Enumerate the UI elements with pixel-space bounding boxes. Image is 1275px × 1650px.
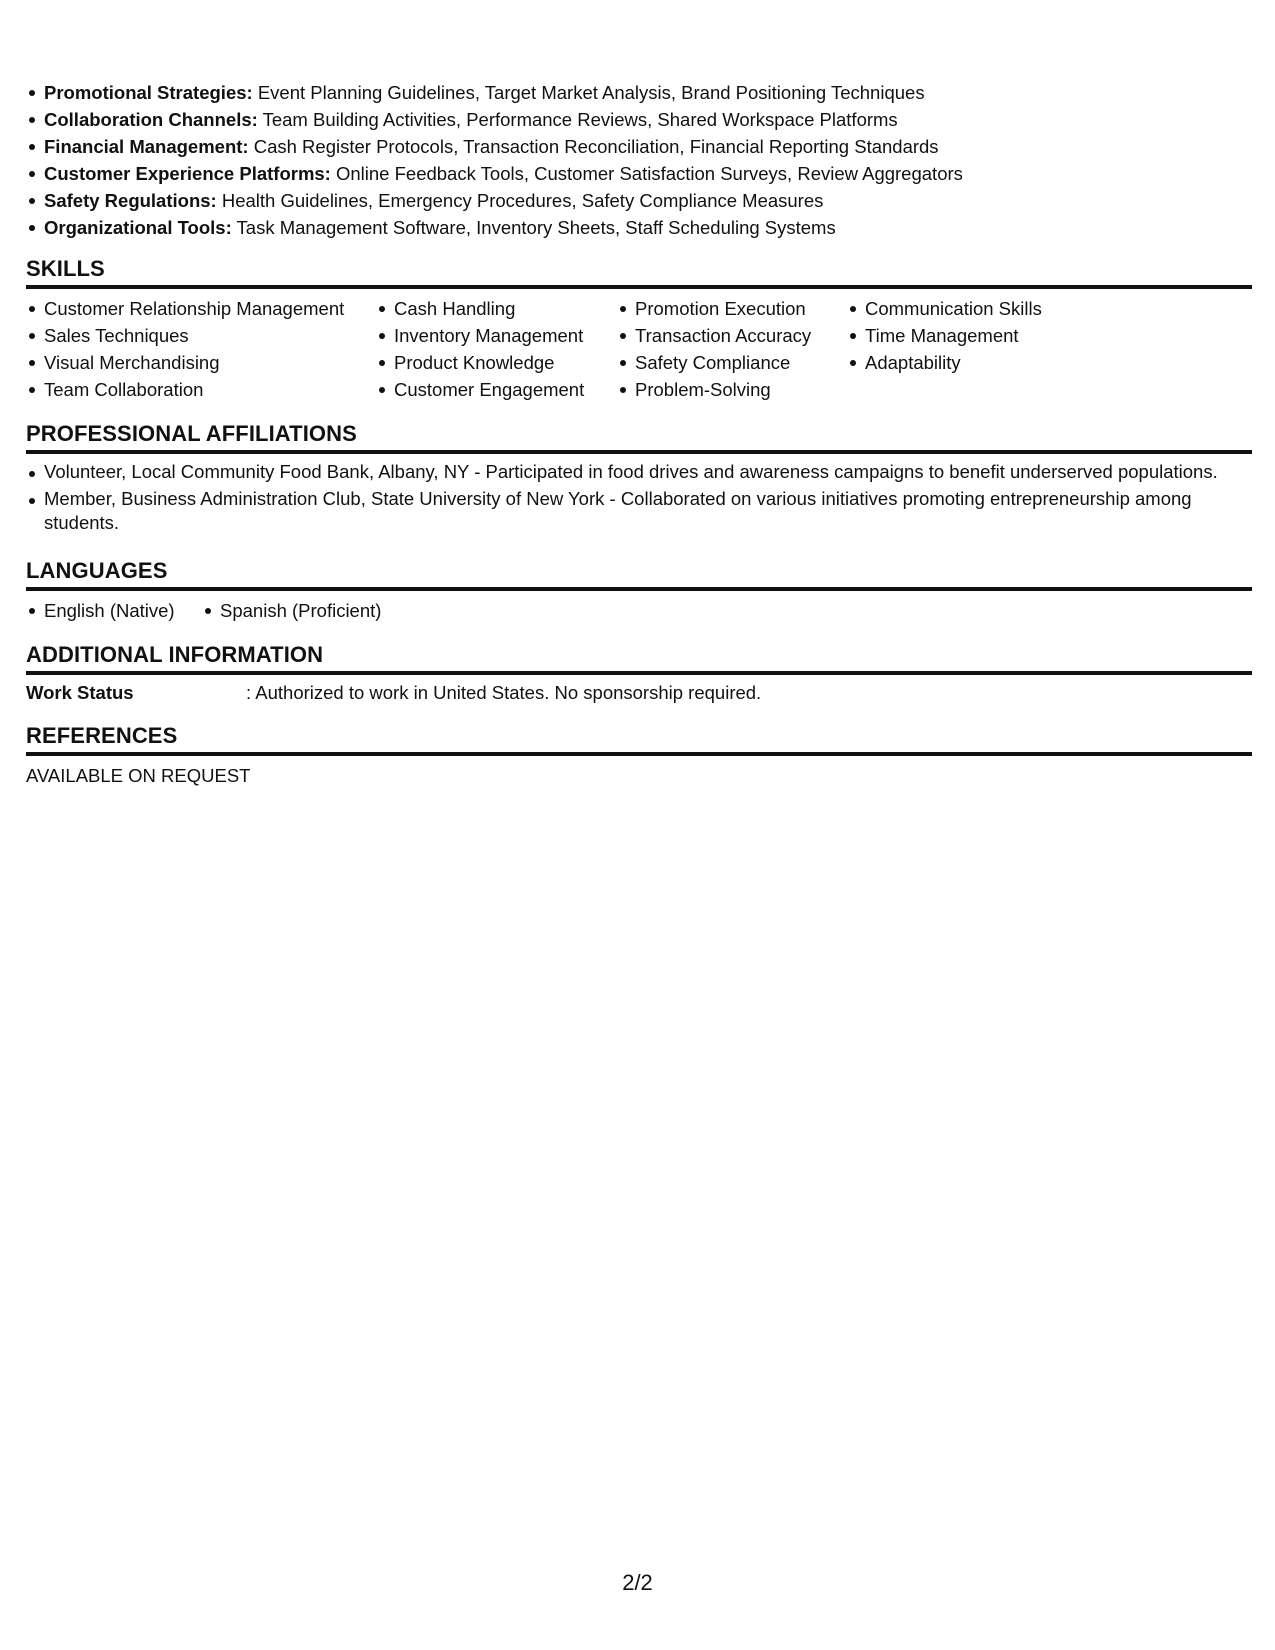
skills-column	[26, 295, 376, 403]
skill-item: Customer Engagement	[394, 376, 617, 403]
list-item	[44, 133, 1270, 160]
language-column	[202, 597, 440, 624]
affiliations-list	[26, 460, 1252, 535]
languages-list	[26, 597, 1252, 624]
skill-item: Team Collaboration	[44, 376, 376, 403]
skills-column	[847, 295, 1125, 403]
section-title: ADDITIONAL INFORMATION	[26, 642, 324, 667]
skill-item: Safety Compliance	[635, 349, 847, 376]
skills-columns	[26, 295, 1252, 403]
list-item	[44, 79, 1270, 106]
item-text: Event Planning Guidelines, Target Market Analysis, Brand Positioning Techniques	[252, 82, 925, 103]
skill-item: Inventory Management	[394, 322, 617, 349]
list-item	[44, 160, 1270, 187]
work-status-row	[26, 679, 1252, 706]
section-title: LANGUAGES	[26, 558, 168, 583]
work-status-value: : Authorized to work in United States. No sponsorship required.	[246, 682, 762, 703]
item-text: Online Feedback Tools, Customer Satisfaction Surveys, Review Aggregators	[330, 163, 963, 184]
skill-item: Time Management	[865, 322, 1125, 349]
skill-item: Sales Techniques	[44, 322, 376, 349]
item-label: Customer Experience Platforms:	[44, 163, 331, 184]
item-label: Organizational Tools:	[44, 217, 232, 238]
skill-item: Visual Merchandising	[44, 349, 376, 376]
affiliations-section	[26, 420, 1252, 535]
work-status-label: Work Status	[26, 682, 134, 703]
item-text: Team Building Activities, Performance Reviews, Shared Workspace Platforms	[257, 109, 898, 130]
skill-item: Communication Skills	[865, 295, 1125, 322]
list-item	[44, 187, 1270, 214]
skill-item: Transaction Accuracy	[635, 322, 847, 349]
language-item: English (Native)	[44, 597, 202, 624]
skill-item: Customer Relationship Management	[44, 295, 376, 322]
skill-item: Adaptability	[865, 349, 1125, 376]
skill-item: Cash Handling	[394, 295, 617, 322]
languages-section	[26, 557, 1252, 624]
item-text: Health Guidelines, Emergency Procedures, Safety Compliance Measures	[216, 190, 824, 211]
section-title: REFERENCES	[26, 723, 178, 748]
item-label: Collaboration Channels:	[44, 109, 258, 130]
references-section	[26, 722, 1252, 789]
page-number: 2/2	[622, 1570, 653, 1595]
skill-item: Problem-Solving	[635, 376, 847, 403]
additional-info-section	[26, 641, 1252, 706]
section-divider	[26, 587, 1252, 591]
section-divider	[26, 671, 1252, 675]
section-title: SKILLS	[26, 256, 105, 281]
affiliation-item: Volunteer, Local Community Food Bank, Albany, NY - Participated in food drives and awareness campaigns to benefit underserved populations.	[44, 460, 1252, 484]
section-divider	[26, 450, 1252, 454]
item-text: Task Management Software, Inventory Sheets, Staff Scheduling Systems	[231, 217, 836, 238]
skill-item: Promotion Execution	[635, 295, 847, 322]
skills-column	[376, 295, 617, 403]
language-column	[26, 597, 202, 624]
item-label: Promotional Strategies:	[44, 82, 253, 103]
affiliation-item: Member, Business Administration Club, State University of New York - Collaborated on various initiatives promoting entrepreneurship among students.	[44, 487, 1252, 535]
section-divider	[26, 752, 1252, 756]
section-title: PROFESSIONAL AFFILIATIONS	[26, 421, 357, 446]
skills-section	[26, 255, 1252, 403]
list-item	[44, 214, 1270, 241]
skill-item: Product Knowledge	[394, 349, 617, 376]
skills-column	[617, 295, 847, 403]
section-divider	[26, 285, 1252, 289]
item-label: Financial Management:	[44, 136, 249, 157]
item-label: Safety Regulations:	[44, 190, 217, 211]
tools-list	[26, 79, 1270, 241]
references-text: AVAILABLE ON REQUEST	[26, 765, 251, 786]
item-text: Cash Register Protocols, Transaction Reconciliation, Financial Reporting Standards	[248, 136, 939, 157]
list-item	[44, 106, 1270, 133]
language-item: Spanish (Proficient)	[220, 597, 440, 624]
